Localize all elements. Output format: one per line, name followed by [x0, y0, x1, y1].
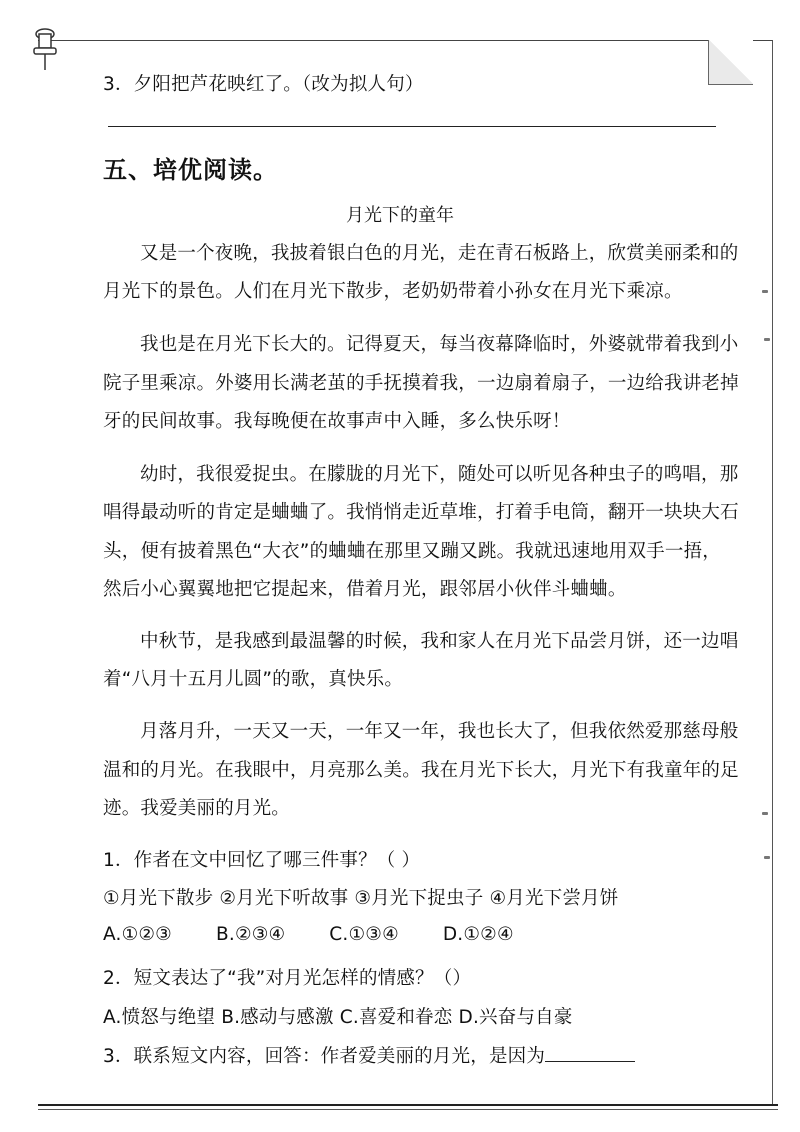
- passage-line: 我也是在月光下长大的。记得夏天，每当夜幕降临时，外婆就带着我到小: [140, 334, 739, 355]
- question-3: [103, 1042, 635, 1068]
- section-heading: 五、培优阅读。: [103, 156, 278, 184]
- passage-line: 着“八月十五月儿圆”的歌，真快乐。: [103, 669, 404, 690]
- page-corner-fold: [708, 40, 753, 85]
- question-1-items: ①月光下散步 ②月光下听故事 ③月光下捉虫子 ④月光下尝月饼: [103, 888, 619, 909]
- question-1-choices: [103, 924, 514, 945]
- exercise-3-prompt: 3．夕阳把芦花映红了。（改为拟人句）: [103, 74, 424, 95]
- choice-b[interactable]: B.②③④: [215, 924, 286, 945]
- scan-speck: [762, 290, 768, 293]
- question-1: 1．作者在文中回忆了哪三件事？（ ）: [103, 850, 421, 871]
- question-2: 2．短文表达了“我”对月光怎样的情感？（）: [103, 968, 472, 989]
- answer-line[interactable]: [108, 126, 716, 127]
- passage-title: 月光下的童年: [346, 205, 454, 226]
- scan-speck: [762, 812, 768, 815]
- page-frame: [38, 40, 773, 1106]
- passage-line: 头，便有披着黑色“大衣”的蛐蛐在那里又蹦又跳。我就迅速地用双手一捂，: [103, 541, 721, 562]
- pushpin-icon: [30, 26, 60, 72]
- choice-c[interactable]: C.①③④: [329, 924, 399, 945]
- passage-line: 温和的月光。在我眼中，月亮那么美。我在月光下长大，月光下有我童年的足: [103, 760, 739, 781]
- bottom-rule-thin: [38, 1109, 778, 1110]
- passage-line: 迹。我爱美丽的月光。: [103, 798, 291, 819]
- passage-line: 院子里乘凉。外婆用长满老茧的手抚摸着我，一边扇着扇子，一边给我讲老掉: [103, 373, 739, 394]
- passage-line: 唱得最动听的肯定是蛐蛐了。我悄悄走近草堆，打着手电筒，翻开一块块大石: [103, 502, 739, 523]
- passage-line: 然后小心翼翼地把它提起来，借着月光，跟邻居小伙伴斗蛐蛐。: [103, 579, 627, 600]
- passage-line: 月落月升，一天又一天，一年又一年，我也长大了，但我依然爱那慈母般: [140, 721, 739, 742]
- passage-line: 牙的民间故事。我每晚便在故事声中入睡，多么快乐呀！: [103, 411, 571, 432]
- question-3-text: 3．联系短文内容，回答：作者爱美丽的月光，是因为: [103, 1046, 546, 1067]
- scan-speck: [764, 338, 770, 341]
- choice-d[interactable]: D.①②④: [442, 924, 514, 945]
- passage-line: 中秋节，是我感到最温馨的时候，我和家人在月光下品尝月饼，还一边唱: [140, 631, 739, 652]
- question-2-choices: A.愤怒与绝望 B.感动与感激 C.喜爱和眷恋 D.兴奋与自豪: [103, 1007, 573, 1028]
- bottom-rule: [38, 1104, 778, 1106]
- passage-line: 月光下的景色。人们在月光下散步，老奶奶带着小孙女在月光下乘凉。: [103, 281, 683, 302]
- choice-a[interactable]: A.①②③: [103, 924, 172, 945]
- passage-line: 又是一个夜晚，我披着银白色的月光，走在青石板路上，欣赏美丽柔和的: [140, 243, 739, 264]
- passage-line: 幼时，我很爱捉虫。在朦胧的月光下，随处可以听见各种虫子的鸣唱，那: [140, 464, 739, 485]
- scan-speck: [764, 856, 770, 859]
- answer-blank[interactable]: [545, 1060, 635, 1062]
